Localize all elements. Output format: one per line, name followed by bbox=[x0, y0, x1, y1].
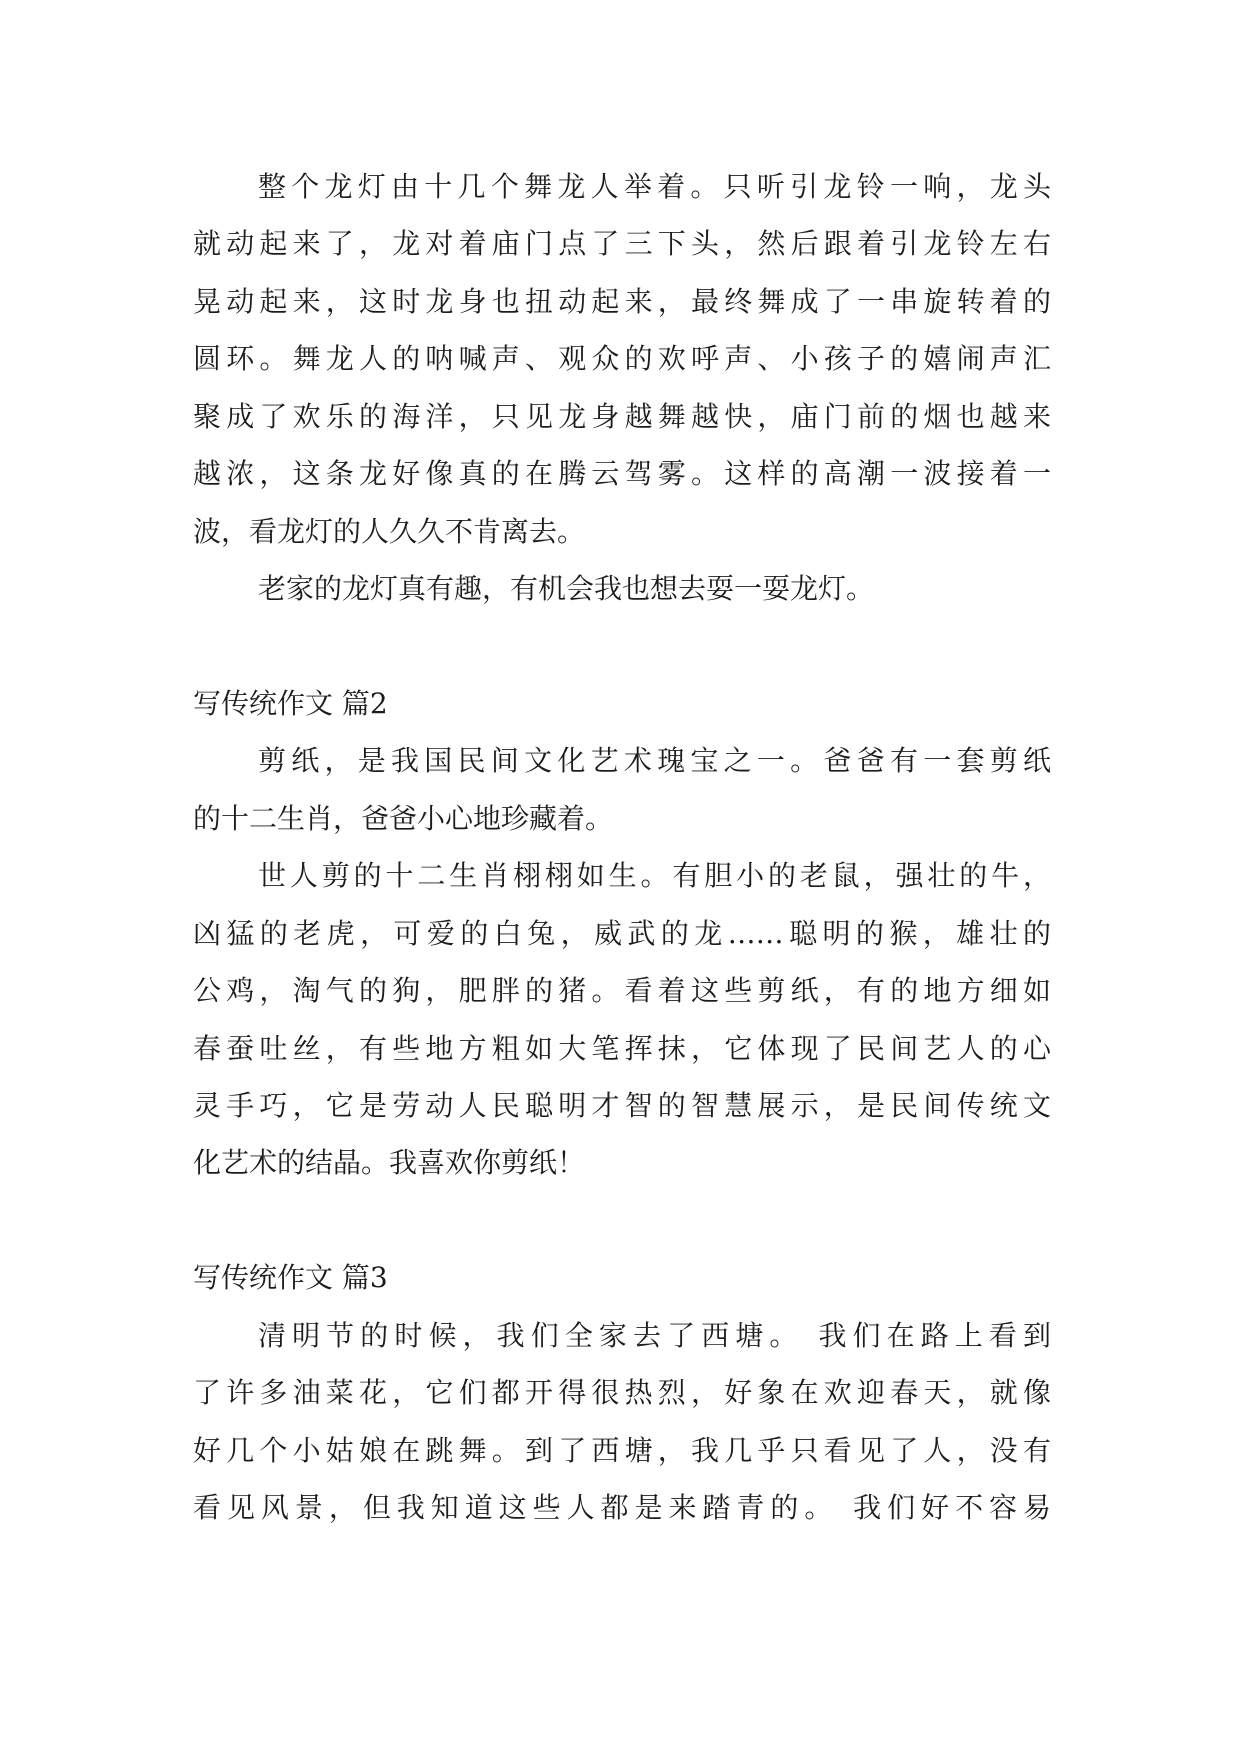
section bbox=[193, 1249, 1051, 1536]
text-line: 看见风景，但我知道这些人都是来踏青的。 我们好不容易 bbox=[193, 1491, 1051, 1525]
text-line: 晃动起来，这时龙身也扭动起来，最终舞成了一串旋转着的 bbox=[193, 284, 1051, 318]
text-line: 老家的龙灯真有趣，有机会我也想去耍一耍龙灯。 bbox=[258, 572, 875, 606]
paragraph bbox=[193, 560, 1051, 617]
blank-line bbox=[193, 1192, 1051, 1249]
text-line: 世人剪的十二生肖栩栩如生。有胆小的老鼠，强壮的牛， bbox=[258, 859, 1051, 893]
text-line: 清明节的时候，我们全家去了西塘。 我们在路上看到 bbox=[258, 1318, 1051, 1352]
text-line: 凶猛的老虎，可爱的白兔，威武的龙……聪明的猴，雄壮的 bbox=[193, 916, 1051, 950]
paragraph bbox=[193, 732, 1051, 847]
text-line: 圆环。舞龙人的呐喊声、观众的欢呼声、小孩子的嬉闹声汇 bbox=[193, 342, 1051, 376]
text-line: 好几个小姑娘在跳舞。到了西塘，我几乎只看见了人，没有 bbox=[193, 1433, 1051, 1467]
paragraph bbox=[193, 158, 1051, 560]
text-line: 整个龙灯由十几个舞龙人举着。只听引龙铃一响，龙头 bbox=[258, 170, 1051, 203]
paragraph bbox=[193, 847, 1051, 1192]
section bbox=[193, 675, 1051, 1192]
document-body bbox=[193, 158, 1051, 1537]
text-line: 了许多油菜花，它们都开得很热烈，好象在欢迎春天，就像 bbox=[193, 1376, 1051, 1410]
text-line: 灵手巧，它是劳动人民聪明才智的智慧展示，是民间传统文 bbox=[193, 1089, 1051, 1122]
paragraph bbox=[193, 1307, 1051, 1537]
text-line: 的十二生肖，爸爸小心地珍藏着。 bbox=[193, 801, 614, 835]
text-line: 公鸡，淘气的狗，肥胖的猪。看着这些剪纸，有的地方细如 bbox=[193, 974, 1051, 1008]
text-line: 就动起来了，龙对着庙门点了三下头，然后跟着引龙铃左右 bbox=[193, 227, 1051, 261]
section-heading: 写传统作文 篇2 bbox=[193, 686, 388, 720]
text-line: 春蚕吐丝，有些地方粗如大笔挥抹，它体现了民间艺人的心 bbox=[193, 1031, 1051, 1065]
text-line: 聚成了欢乐的海洋，只见龙身越舞越快，庙门前的烟也越来 bbox=[193, 399, 1051, 433]
section bbox=[193, 158, 1051, 618]
text-line: 越浓，这条龙好像真的在腾云驾雾。这样的高潮一波接着一 bbox=[193, 457, 1051, 491]
text-line: 化艺术的结晶。我喜欢你剪纸！ bbox=[193, 1146, 586, 1180]
blank-line bbox=[193, 618, 1051, 675]
text-line: 剪纸，是我国民间文化艺术瑰宝之一。爸爸有一套剪纸 bbox=[258, 744, 1051, 778]
text-line: 波，看龙灯的人久久不肯离去。 bbox=[193, 514, 586, 548]
section-heading: 写传统作文 篇3 bbox=[193, 1261, 388, 1295]
